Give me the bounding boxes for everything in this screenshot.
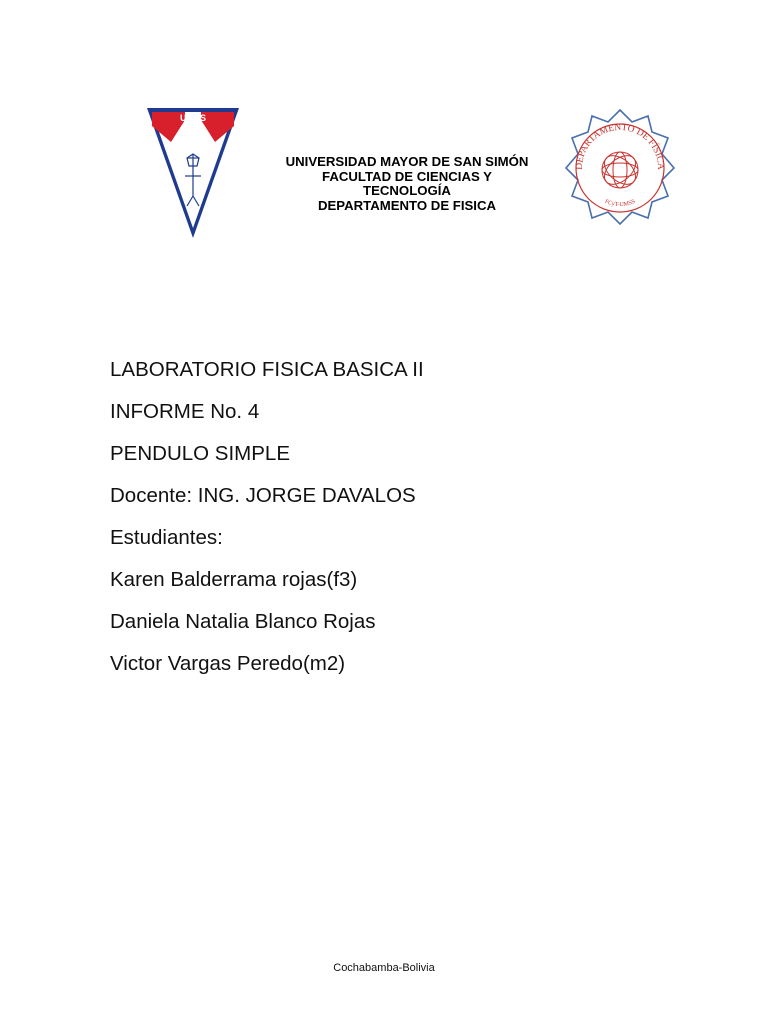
footer-location: Cochabamba-Bolivia xyxy=(333,962,435,974)
department-name: DEPARTAMENTO DE FISICA xyxy=(317,197,497,213)
faculty-name-line1: FACULTAD DE CIENCIAS Y xyxy=(322,168,492,184)
lab-title: LABORATORIO FISICA BASICA II xyxy=(110,358,424,381)
student-name: Daniela Natalia Blanco Rojas xyxy=(110,610,376,633)
teacher-line: Docente: ING. JORGE DAVALOS xyxy=(110,484,416,507)
student-name: Victor Vargas Peredo(m2) xyxy=(110,652,346,675)
student-name: Karen Balderrama rojas(f3) xyxy=(110,568,358,591)
report-info xyxy=(110,352,670,688)
university-header xyxy=(262,155,552,213)
report-topic: PENDULO SIMPLE xyxy=(110,442,290,465)
seal-text-top: DEPARTAMENTO DE FÍSICA xyxy=(574,122,666,171)
seal-text-bottom: FCyT-UMSS xyxy=(603,198,637,209)
report-number: INFORME No. 4 xyxy=(110,400,260,423)
umss-logo xyxy=(145,106,241,240)
physics-department-seal xyxy=(564,108,676,226)
faculty-name-line2: TECNOLOGÍA xyxy=(363,183,451,198)
university-name: UNIVERSIDAD MAYOR DE SAN SIMÓN xyxy=(285,154,529,169)
umss-logo-text: UMSS xyxy=(179,113,207,123)
students-label: Estudiantes: xyxy=(110,526,223,549)
